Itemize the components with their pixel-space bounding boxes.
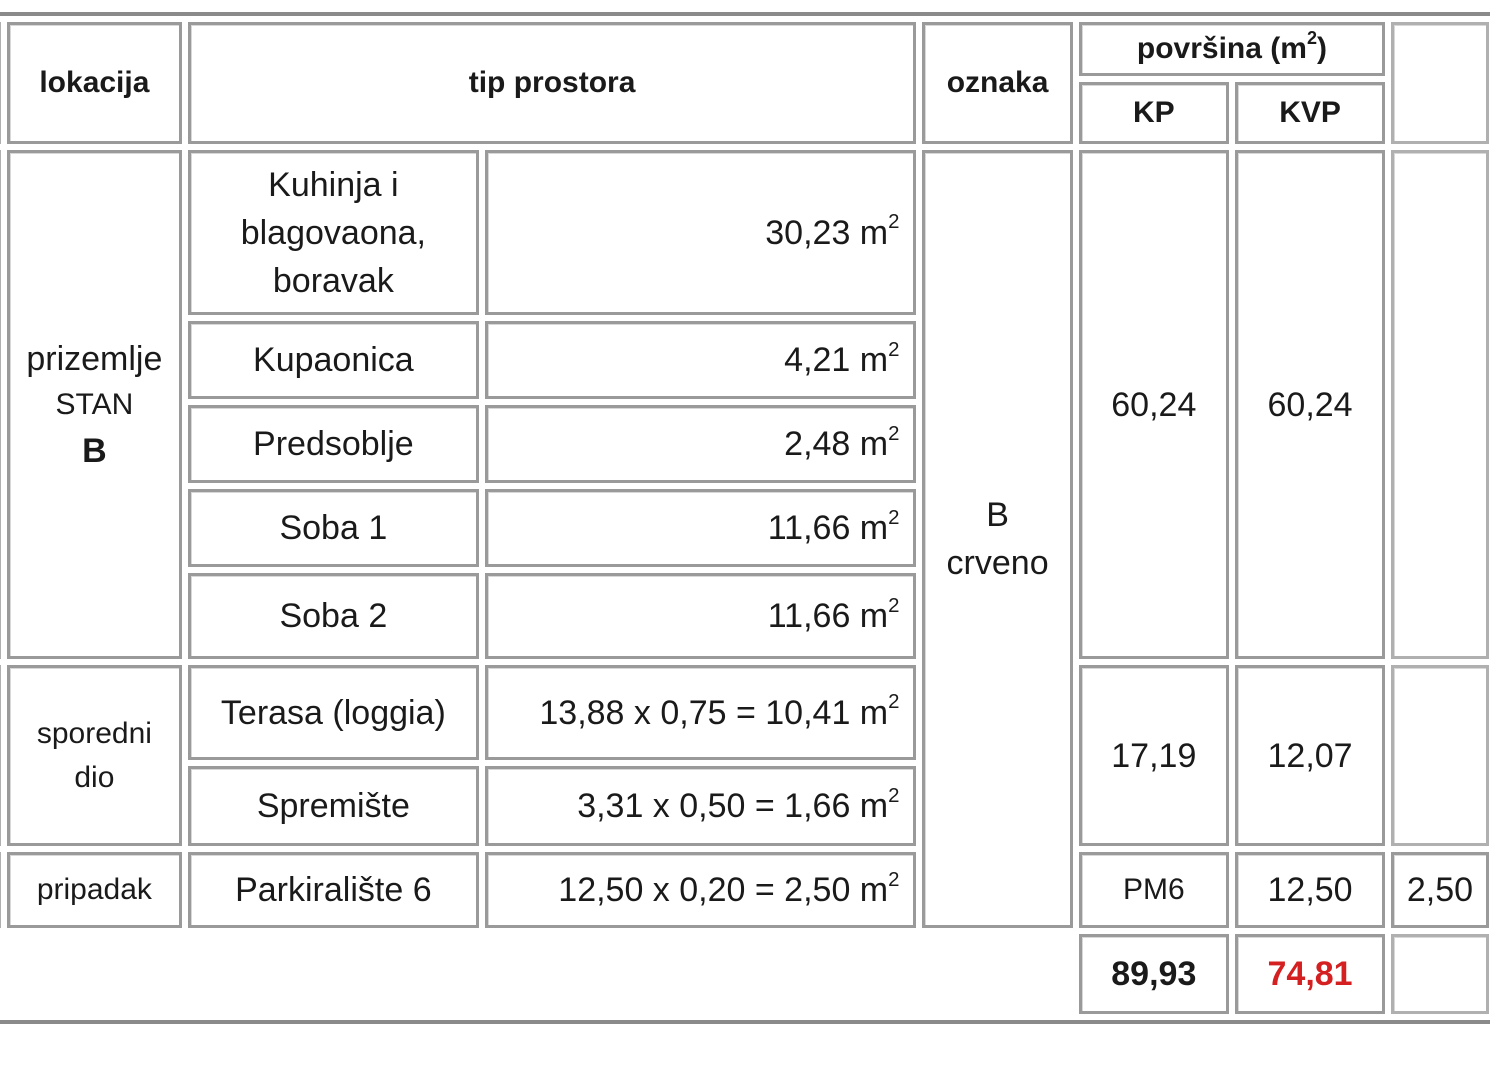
room-area-value: 11,66 m xyxy=(767,597,889,635)
oznaka-stan-line1: B xyxy=(986,496,1009,534)
unit-sup: 2 xyxy=(888,594,900,617)
room-area-value: 13,88 x 0,75 = 10,41 m xyxy=(539,693,889,732)
room-area-value: 4,21 m xyxy=(784,341,889,379)
oznaka-stan-line2: crveno xyxy=(946,544,1049,582)
room-area xyxy=(485,573,916,659)
total-kvp: 74,81 xyxy=(1235,934,1385,1014)
room-area xyxy=(485,405,916,483)
room-name: Predsoblje xyxy=(188,405,479,483)
room-area xyxy=(485,665,916,760)
unit-sup: 2 xyxy=(888,422,900,445)
area-table xyxy=(0,12,1490,1024)
unit-sup: 2 xyxy=(888,691,900,714)
room-name-line: Kuhinja i xyxy=(268,165,399,204)
oznaka-stan xyxy=(922,150,1072,928)
room-name: Kupaonica xyxy=(188,321,479,399)
oznaka-pripadak: PM6 xyxy=(1079,852,1229,928)
location-stan-line3: B xyxy=(82,431,107,470)
room-area xyxy=(485,489,916,567)
room-name: Soba 1 xyxy=(188,489,479,567)
room-name: Spremište xyxy=(188,766,479,846)
kvp-sporedni: 12,07 xyxy=(1235,665,1385,846)
room-area xyxy=(485,321,916,399)
room-name-line: boravak xyxy=(272,261,394,300)
left-edge-cell xyxy=(0,150,1,659)
right-edge-cell xyxy=(1391,665,1489,846)
room-area-value: 11,66 m xyxy=(767,509,889,547)
right-edge-cell xyxy=(1391,934,1489,1014)
room-area-value: 30,23 m xyxy=(765,213,889,252)
header-kvp: KVP xyxy=(1235,82,1385,144)
header-lokacija: lokacija xyxy=(7,22,182,144)
header-povrsina-close: ) xyxy=(1316,32,1327,65)
location-sporedni-line1: sporedni xyxy=(36,716,152,750)
location-sporedni xyxy=(7,665,182,846)
unit-sup: 2 xyxy=(888,211,900,234)
header-povrsina xyxy=(1079,22,1385,76)
room-area-value: 3,31 x 0,50 = 1,66 m xyxy=(577,787,889,825)
room-name: Parkiralište 6 xyxy=(188,852,479,928)
location-sporedni-line2: dio xyxy=(74,760,115,794)
room-name-line: blagovaona, xyxy=(240,213,426,252)
kp-pripadak: 12,50 xyxy=(1235,852,1385,928)
location-stan xyxy=(7,150,182,659)
unit-sup: 2 xyxy=(888,784,900,807)
room-name: Soba 2 xyxy=(188,573,479,659)
left-edge-cell xyxy=(0,22,1,144)
room-name xyxy=(188,150,479,315)
totals-spacer xyxy=(0,934,1073,1014)
kp-sporedni: 17,19 xyxy=(1079,665,1229,846)
room-area-value: 2,48 m xyxy=(784,425,889,463)
room-name: Terasa (loggia) xyxy=(188,665,479,760)
table-row xyxy=(0,665,1490,760)
left-edge-cell xyxy=(0,852,1,928)
header-povrsina-sup: 2 xyxy=(1306,28,1317,49)
header-tip-prostora: tip prostora xyxy=(188,22,917,144)
kvp-stan: 60,24 xyxy=(1235,150,1385,659)
left-edge-cell xyxy=(0,665,1,846)
location-stan-line1: prizemlje xyxy=(26,339,163,378)
table-row xyxy=(0,150,1490,315)
area-table-frame xyxy=(0,12,1490,1074)
header-oznaka: oznaka xyxy=(922,22,1072,144)
right-edge-cell xyxy=(1391,150,1489,659)
location-stan-line2: STAN xyxy=(55,387,134,421)
kp-stan: 60,24 xyxy=(1079,150,1229,659)
header-povrsina-label: površina (m xyxy=(1136,32,1307,65)
header-kp: KP xyxy=(1079,82,1229,144)
unit-sup: 2 xyxy=(888,506,900,529)
room-area xyxy=(485,852,916,928)
room-area xyxy=(485,766,916,846)
unit-sup: 2 xyxy=(888,338,900,361)
kvp-pripadak: 2,50 xyxy=(1391,852,1489,928)
header-row xyxy=(0,22,1490,76)
location-pripadak: pripadak xyxy=(7,852,182,928)
room-area-value: 12,50 x 0,20 = 2,50 m xyxy=(558,871,889,909)
room-area xyxy=(485,150,916,315)
total-kp: 89,93 xyxy=(1079,934,1229,1014)
right-edge-cell xyxy=(1391,22,1489,144)
table-row xyxy=(0,852,1490,928)
unit-sup: 2 xyxy=(888,868,900,891)
totals-row xyxy=(0,934,1490,1014)
